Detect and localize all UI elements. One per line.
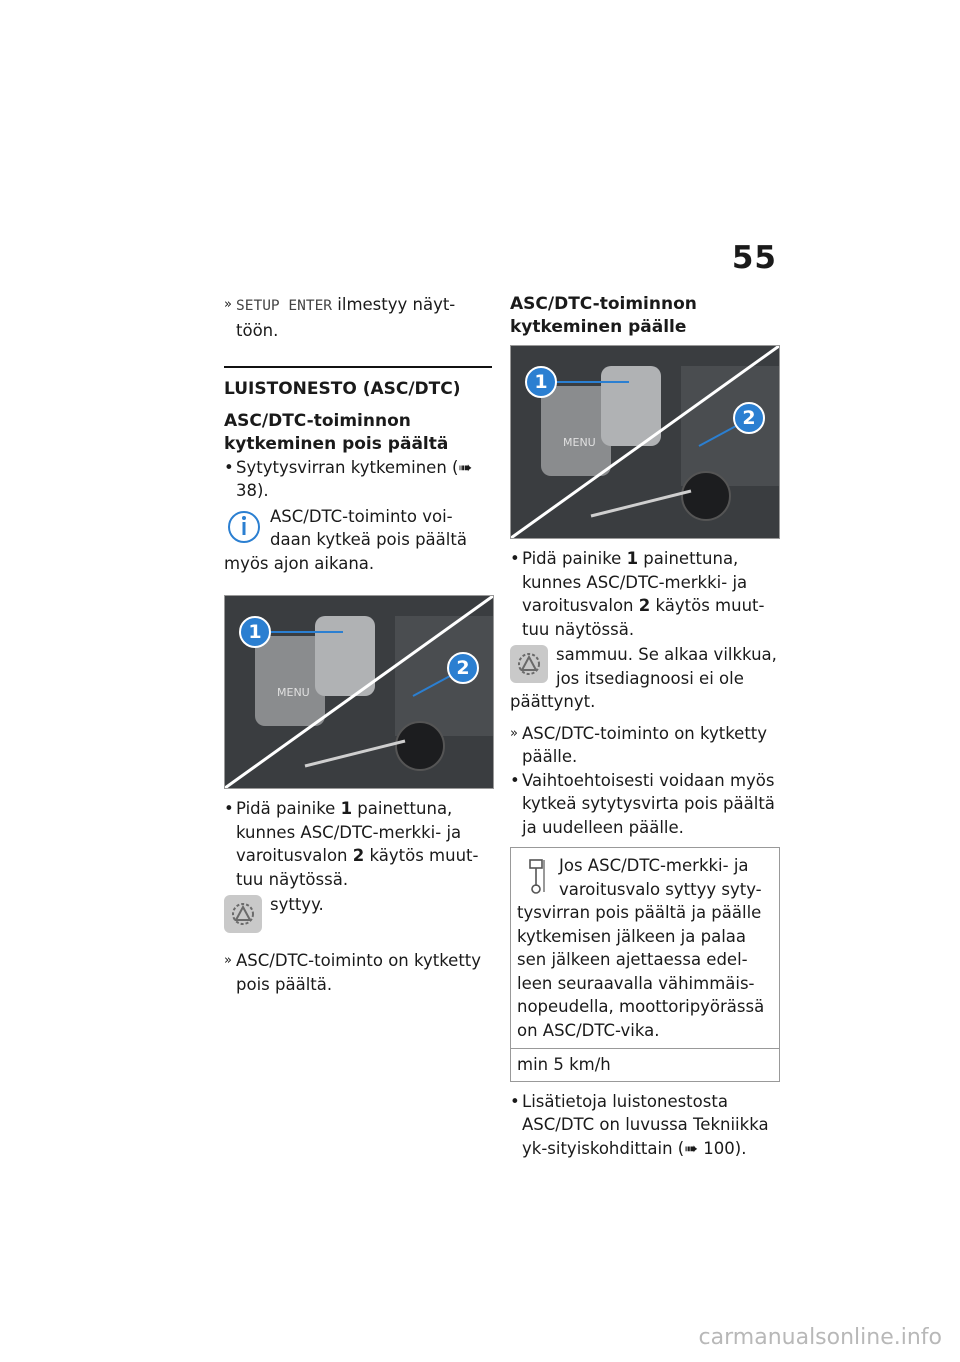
info-note: ASC/DTC-toiminto voi-daan kytkeä pois päältä myös ajon aikana. — [224, 506, 467, 573]
watermark: carmanualsonline.info — [698, 1325, 942, 1350]
callout-2: 2 — [447, 652, 479, 684]
lamp-note-on: sammuu. Se alkaa vilkkua, jos itsediagnoosi ei ole päättynyt. — [510, 645, 777, 711]
photo-handlebar-switch-off — [224, 595, 494, 789]
asc-warning-lamp-icon — [224, 895, 262, 933]
bullet-ignition: • Sytytysvirran kytkeminen (➠ 38). — [224, 456, 492, 503]
warning-table — [510, 847, 780, 1082]
result-setup-enter: » SETUP ENTER ilmestyy näyt-töön. — [224, 293, 492, 342]
bullet-alternative: • Vaihtoehtoisesti voidaan myös kytkeä sytytysvirta pois päältä ja uudelleen päälle. — [510, 769, 780, 840]
right-column — [510, 293, 780, 1160]
menu-label: MENU — [563, 436, 596, 449]
result-asc-off: » ASC/DTC-toiminto on kytketty pois päältä. — [224, 949, 492, 996]
section-title: LUISTONESTO (ASC/DTC) — [224, 366, 492, 402]
callout-2: 2 — [733, 402, 765, 434]
sub-title-off: ASC/DTC-toiminnon kytkeminen pois päältä — [224, 410, 449, 454]
result-asc-on: » ASC/DTC-toiminto on kytketty päälle. — [510, 722, 780, 769]
bullet-hold-button-on: • Pidä painike 1 painettuna, kunnes ASC/DTC-merkki- ja varoitusvalon 2 käytös muut-tuu näytössä. — [510, 547, 780, 641]
asc-warning-lamp-icon — [510, 645, 548, 683]
callout-1: 1 — [525, 366, 557, 398]
page-number: 55 — [731, 240, 777, 276]
callout-1: 1 — [239, 616, 271, 648]
sub-title-on: ASC/DTC-toiminnon kytkeminen päälle — [510, 294, 697, 337]
info-icon — [224, 507, 264, 547]
menu-label: MENU — [277, 686, 310, 699]
minimum-speed-value: min 5 km/h — [517, 1055, 611, 1074]
bullet-more-info: • Lisätietoja luistonestosta ASC/DTC on luvussa Tekniikka yk-sityiskohdittain (➠ 100). — [510, 1090, 780, 1161]
left-column — [224, 293, 492, 996]
bullet-hold-button-off: • Pidä painike 1 painettuna, kunnes ASC/DTC-merkki- ja varoitusvalon 2 käytös muut-tuu näytössä. — [224, 797, 492, 891]
wrench-icon — [521, 854, 551, 898]
setup-enter-display-text: SETUP ENTER — [236, 298, 333, 314]
photo-handlebar-switch-on — [510, 345, 780, 539]
warning-note: Jos ASC/DTC-merkki- ja varoitusvalo syttyy syty-tysvirran pois päältä ja päälle kytkemisen jälkeen ja palaa sen jälkeen ajettaessa edel-leen seuraavalla vähimmäis-nopeudella, moottoripyörässä on ASC/DTC-vika. — [511, 848, 779, 1049]
lamp-note-off: syttyy. — [224, 893, 492, 941]
